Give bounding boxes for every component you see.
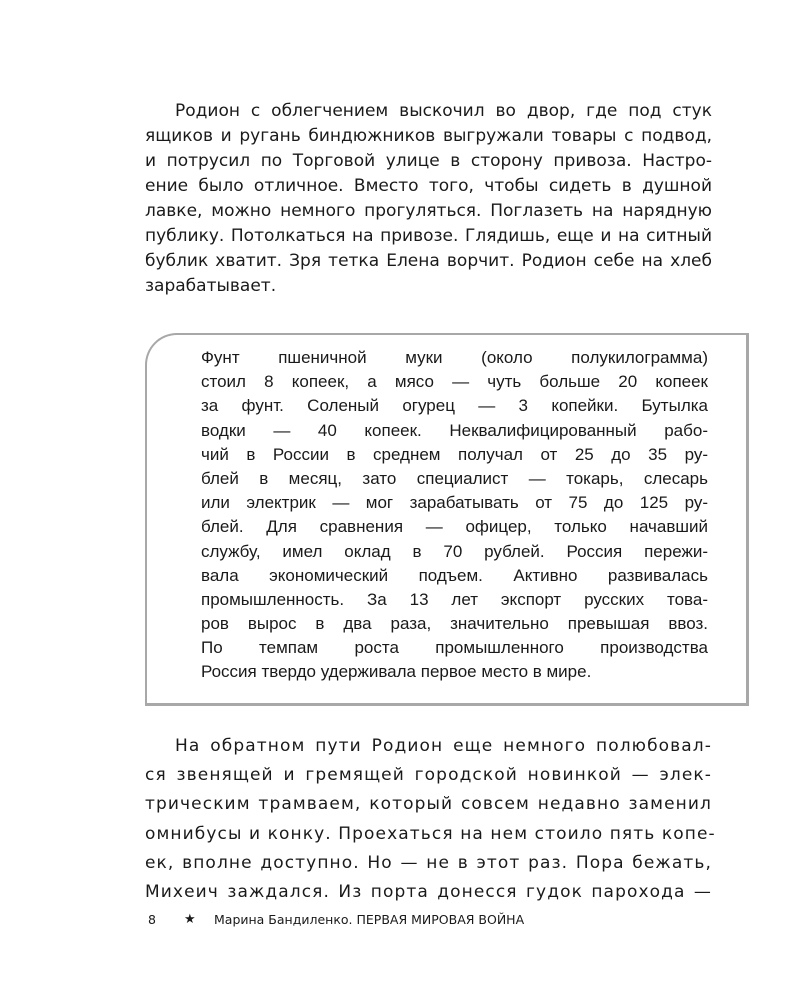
text-line: Россия твердо удерживала первое место в мире. [201,662,592,682]
text-line: Фунт пшеничной муки (около полукилограмма) [201,348,708,367]
text-line: стоил 8 копеек, а мясо — чуть больше 20 копеек [201,372,708,392]
text-line: и потрусил по Торговой улице в сторону привоза. Настро- [145,151,712,171]
text-line: ение было отличное. Вместо того, чтобы сидеть в душной [145,176,712,196]
text-line: зарабатывает. [145,276,277,296]
text-line: ров вырос в два раза, значительно превышая ввоз. [201,614,708,634]
text-line: ся звенящей и гремящей городской новинкой — элек- [145,765,712,786]
text-line: блей. Для сравнения — офицер, только начавший [201,517,708,537]
text-line: лавке, можно немного прогуляться. Поглазеть на нарядную [145,201,712,221]
text-line: промышленность. За 13 лет экспорт русских това- [201,589,708,609]
running-title: Марина Бандиленко. ПЕРВАЯ МИРОВАЯ ВОЙНА [214,912,525,927]
star-icon: ★ [184,912,196,927]
text-line: трическим трамваем, который совсем недавно заменил [145,794,712,815]
text-line: вала экономический подъем. Активно развивалась [201,565,708,585]
text-line: водки — 40 копеек. Неквалифицированный рабо- [201,420,708,440]
text-line: службу, имел оклад в 70 рублей. Россия пережи- [201,541,708,561]
sidebar-box-text [201,346,708,685]
paragraph-2 [145,732,716,907]
text-line: бублик хватит. Зря тетка Елена ворчит. Родион себе на хлеб [145,251,712,271]
text-line: Михеич заждался. Из порта донесся гудок парохода — [145,881,712,902]
text-line: или электрик — мог зарабатывать от 75 до 125 ру- [201,493,708,513]
text-line: На обратном пути Родион еще немного полюбовал- [175,736,712,756]
text-line: за фунт. Соленый огурец — 3 копейки. Бутылка [201,396,708,416]
paragraph-1 [145,99,712,299]
text-line: По темпам роста промышленного производства [201,638,708,658]
page-footer [148,912,524,927]
text-line: ек, вполне доступно. Но — не в этот раз. Пора бежать, [145,852,712,873]
page-number: 8 [148,912,156,927]
text-line: омнибусы и конку. Проехаться на нем стоило пять копе- [145,823,716,844]
text-line: блей в месяц, зато специалист — токарь, слесарь [201,468,708,488]
text-line: публику. Потолкаться на привозе. Глядишь, еще и на ситный [145,226,712,246]
text-line: чий в России в среднем получал от 25 до 35 ру- [201,444,708,464]
text-line: ящиков и ругань биндюжников выгружали товары с подвод, [145,126,712,146]
text-line: Родион с облегчением выскочил во двор, где под стук [175,101,712,121]
